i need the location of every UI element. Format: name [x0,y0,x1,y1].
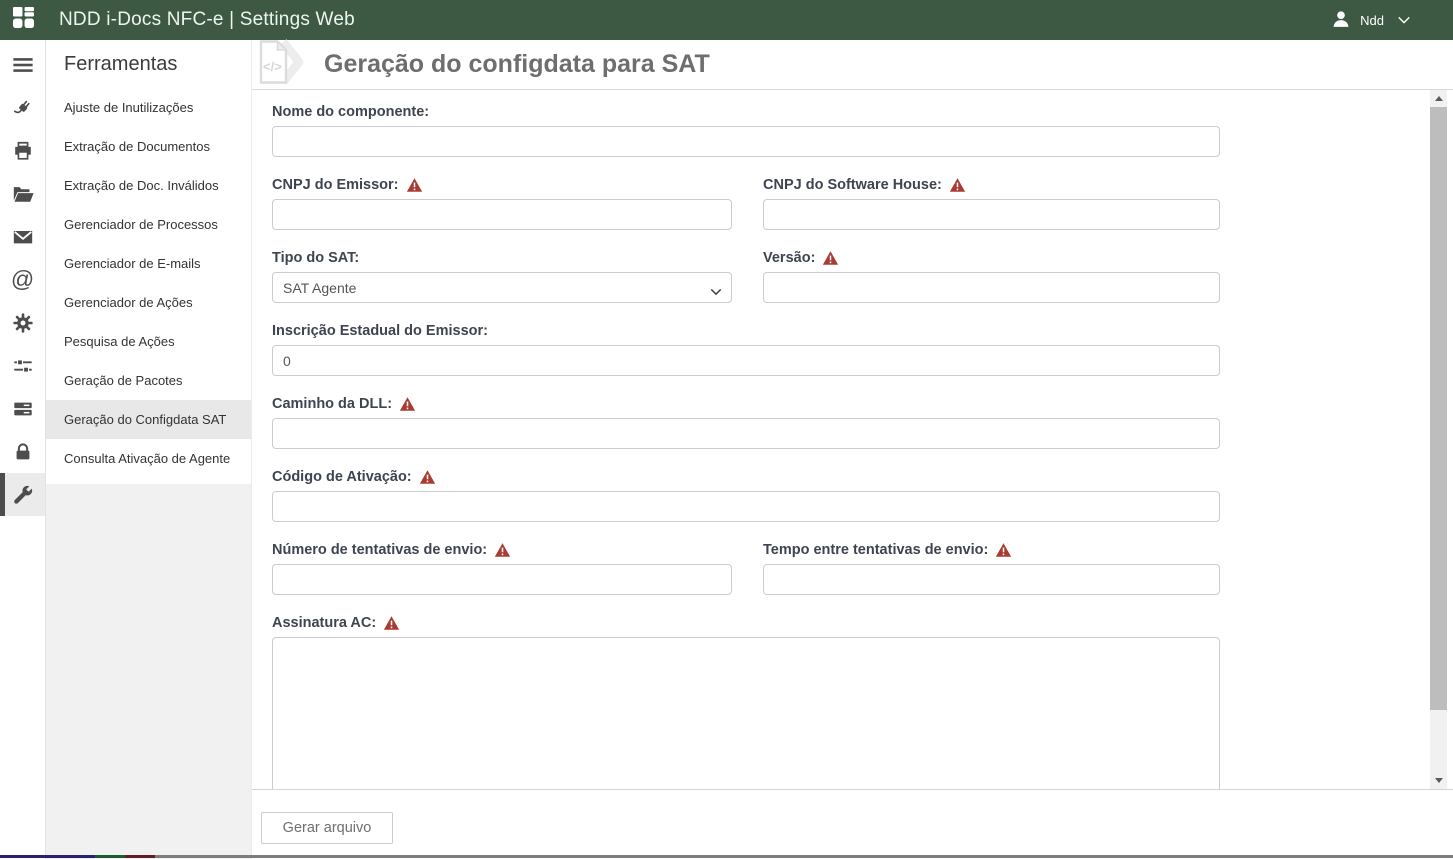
server-icon [12,398,34,420]
warning-icon [949,177,966,193]
strip-segment-navy [0,855,95,858]
lock-icon [12,441,34,463]
caminho-dll-input[interactable] [272,418,1220,449]
tempo-tentativas-label: Tempo entre tentativas de envio: [763,541,1220,559]
rail-item-files[interactable] [0,172,45,215]
page-header [252,40,1453,90]
bottom-edge-strip [0,855,1453,858]
main-content [252,40,1453,859]
scroll-down-button[interactable] [1430,772,1447,789]
rail-item-email-settings[interactable] [0,258,45,301]
grid-logo-icon [13,7,34,33]
app-logo[interactable] [0,7,46,33]
warning-icon [406,177,423,193]
tempo-tentativas-input[interactable] [763,564,1220,595]
rail-item-settings[interactable] [0,301,45,344]
codigo-ativacao-label: Código de Ativação: [272,468,1220,486]
rail-item-parameters[interactable] [0,344,45,387]
page-title: Geração do configdata para SAT [324,50,710,78]
warning-icon [494,542,511,558]
assinatura-ac-label: Assinatura AC: [272,614,1220,632]
at-sign-icon: @ [10,266,35,292]
sidebar-item-consulta-ativacao-agente[interactable]: Consulta Ativação de Agente [64,451,231,466]
sidebar-item-geracao-pacotes[interactable]: Geração de Pacotes [64,373,183,388]
strip-segment-gray [155,855,1453,858]
warning-icon [995,542,1012,558]
user-icon [1331,9,1351,32]
nome-componente-input[interactable] [272,126,1220,157]
vertical-scrollbar[interactable] [1430,90,1447,789]
cnpj-emissor-input[interactable] [272,199,732,230]
plug-icon [12,97,34,119]
sidebar-item-pesquisa-acoes[interactable]: Pesquisa de Ações [64,334,175,349]
inscricao-estadual-input[interactable] [272,345,1220,376]
numero-tentativas-input[interactable] [272,564,732,595]
numero-tentativas-label: Número de tentativas de envio: [272,541,732,559]
scrollbar-thumb[interactable] [1430,107,1447,710]
gear-icon [12,312,34,334]
scroll-up-button[interactable] [1430,90,1447,107]
warning-icon [419,469,436,485]
versao-label: Versão: [763,249,1220,267]
sidebar-menu [46,40,251,484]
assinatura-ac-textarea[interactable] [272,637,1220,790]
configdata-page-icon [254,39,312,90]
rail-item-print[interactable] [0,129,45,172]
app-shell [0,40,1453,859]
sidebar-title: Ferramentas [64,53,178,75]
user-name: Ndd [1360,12,1384,28]
printer-icon [12,140,34,162]
active-rail-indicator [0,473,5,516]
wrench-icon [12,484,34,506]
rail-item-menu[interactable] [0,43,45,86]
folder-open-icon [12,183,34,205]
triangle-down-icon [1435,778,1443,783]
strip-segment-green [95,855,125,858]
menu-icon [12,54,34,76]
gerar-arquivo-button[interactable]: Gerar arquivo [261,812,393,844]
warning-icon [822,250,839,266]
cnpj-emissor-label: CNPJ do Emissor: [272,176,732,194]
sidebar-item-geracao-configdata-sat[interactable]: Geração do Configdata SAT [46,400,251,439]
rail-item-mail[interactable] [0,215,45,258]
sidebar-item-gerenciador-emails[interactable]: Gerenciador de E-mails [64,256,201,271]
caminho-dll-label: Caminho da DLL: [272,395,1220,413]
form-scroll-area [252,90,1453,790]
warning-icon [383,615,400,631]
rail-item-connections[interactable] [0,86,45,129]
tipo-sat-label: Tipo do SAT: [272,250,360,266]
triangle-up-icon [1435,96,1443,101]
sidebar-item-gerenciador-processos[interactable]: Gerenciador de Processos [64,217,218,232]
topbar [0,0,1453,40]
rail-item-servers[interactable] [0,387,45,430]
sidebar-item-ajuste-inutilizacoes[interactable]: Ajuste de Inutilizações [64,100,194,115]
chevron-down-icon [1397,13,1411,28]
sidebar-item-extracao-documentos[interactable]: Extração de Documentos [64,139,210,154]
envelope-icon [12,226,34,248]
codigo-ativacao-input[interactable] [272,491,1220,522]
user-menu[interactable] [1331,9,1411,32]
cnpj-software-house-label: CNPJ do Software House: [763,176,1220,194]
configdata-form [252,90,1220,790]
sidebar-item-extracao-doc-invalidos[interactable]: Extração de Doc. Inválidos [64,178,219,193]
sidebar-item-gerenciador-acoes[interactable]: Gerenciador de Ações [64,295,193,310]
versao-input[interactable] [763,272,1220,303]
icon-rail [0,40,46,859]
sidebar [46,40,252,859]
tipo-sat-select[interactable] [272,272,732,303]
nome-componente-label: Nome do componente: [272,104,430,120]
warning-icon [399,396,416,412]
sliders-icon [12,355,34,377]
strip-segment-red [125,855,155,858]
rail-item-security[interactable] [0,430,45,473]
form-footer [252,790,1453,855]
app-title: NDD i-Docs NFC-e | Settings Web [59,9,355,30]
cnpj-software-house-input[interactable] [763,199,1220,230]
rail-item-tools[interactable] [0,473,45,516]
inscricao-estadual-label: Inscrição Estadual do Emissor: [272,323,488,339]
svg-text:</>: </> [263,59,282,74]
